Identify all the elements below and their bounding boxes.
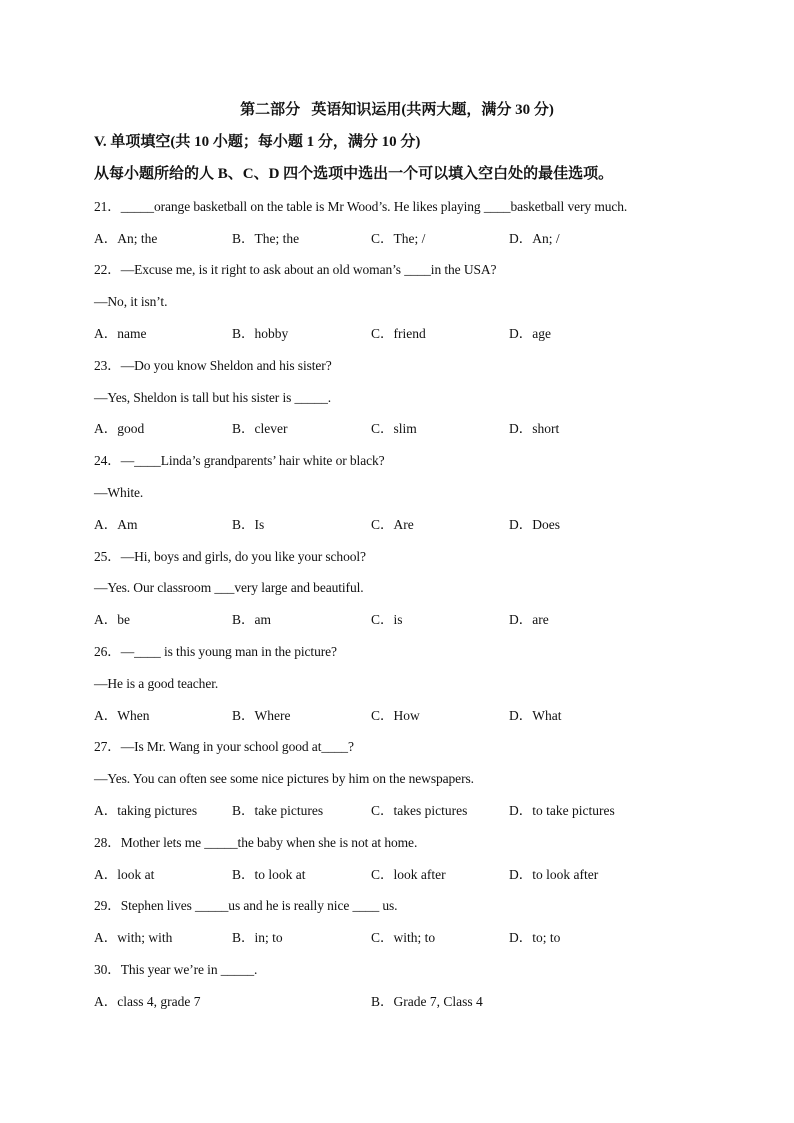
option-a[interactable]: A．name: [94, 326, 147, 341]
option-d[interactable]: D．An; /: [509, 231, 560, 246]
option-c[interactable]: C．Are: [371, 517, 414, 532]
question-24-text: 24．—____Linda’s grandparents’ hair white or black?: [94, 453, 385, 468]
option-c[interactable]: C．The; /: [371, 231, 426, 246]
option-a[interactable]: A．class 4, grade 7: [94, 994, 201, 1009]
option-d[interactable]: D．age: [509, 326, 551, 341]
question-24-options: [94, 516, 714, 534]
option-b[interactable]: B．Is: [232, 517, 265, 532]
question-27-response: —Yes. You can often see some nice pictures by him on the newspapers.: [94, 771, 474, 786]
question-28-text: 28．Mother lets me _____the baby when she is not at home.: [94, 835, 418, 850]
section-title: V. 单项填空(共 10 小题；每小题 1 分，满分 10 分): [94, 134, 421, 150]
question-25-options: [94, 611, 714, 629]
option-d[interactable]: D．to take pictures: [509, 803, 615, 818]
part-title: 第二部分 英语知识运用(共两大题，满分 30 分): [240, 102, 554, 118]
question-26-text: 26．—____ is this young man in the picture?: [94, 644, 337, 659]
question-25-text: 25．—Hi, boys and girls, do you like your school?: [94, 549, 366, 564]
option-b[interactable]: B．in; to: [232, 930, 283, 945]
option-b[interactable]: B．to look at: [232, 867, 306, 882]
question-23-text: 23．—Do you know Sheldon and his sister?: [94, 358, 332, 373]
option-b[interactable]: B．Grade 7, Class 4: [371, 994, 483, 1009]
question-27-options: [94, 802, 714, 820]
option-c[interactable]: C．friend: [371, 326, 426, 341]
option-b[interactable]: B．Where: [232, 708, 291, 723]
question-23-response: —Yes, Sheldon is tall but his sister is _____.: [94, 390, 332, 405]
question-25-response: —Yes. Our classroom ___very large and beautiful.: [94, 580, 364, 595]
option-d[interactable]: D．Does: [509, 517, 560, 532]
question-21-options: [94, 230, 714, 248]
question-22-options: [94, 325, 714, 343]
option-a[interactable]: A．When: [94, 708, 150, 723]
option-c[interactable]: C．slim: [371, 421, 417, 436]
question-23-options: [94, 420, 714, 438]
option-b[interactable]: B．hobby: [232, 326, 289, 341]
option-b[interactable]: B．am: [232, 612, 271, 627]
option-a[interactable]: A．good: [94, 421, 145, 436]
section-instruction: 从每小题所给的人 B、C、D 四个选项中选出一个可以填入空白处的最佳选项。: [94, 166, 614, 182]
option-a[interactable]: A．be: [94, 612, 130, 627]
option-c[interactable]: C．How: [371, 708, 420, 723]
question-22-text: 22．—Excuse me, is it right to ask about an old woman’s ____in the USA?: [94, 262, 497, 277]
option-d[interactable]: D．short: [509, 421, 560, 436]
option-b[interactable]: B．take pictures: [232, 803, 324, 818]
option-b[interactable]: B．The; the: [232, 231, 300, 246]
question-30-text: 30．This year we’re in _____.: [94, 962, 258, 977]
question-26-response: —He is a good teacher.: [94, 676, 219, 691]
question-22-response: —No, it isn’t.: [94, 294, 168, 309]
option-b[interactable]: B．clever: [232, 421, 288, 436]
option-d[interactable]: D．to look after: [509, 867, 599, 882]
question-27-text: 27．—Is Mr. Wang in your school good at____?: [94, 739, 354, 754]
question-30-options: [94, 993, 714, 1011]
option-d[interactable]: D．to; to: [509, 930, 561, 945]
option-a[interactable]: A．An; the: [94, 231, 158, 246]
option-a[interactable]: A．look at: [94, 867, 155, 882]
option-c[interactable]: C．with; to: [371, 930, 436, 945]
question-21-text: 21．_____orange basketball on the table is Mr Wood’s. He likes playing ____basketball very much.: [94, 199, 628, 214]
question-26-options: [94, 707, 714, 725]
option-a[interactable]: A．with; with: [94, 930, 173, 945]
option-c[interactable]: C．look after: [371, 867, 446, 882]
option-a[interactable]: A．Am: [94, 517, 138, 532]
question-28-options: [94, 866, 714, 884]
question-29-options: [94, 929, 714, 947]
option-c[interactable]: C．is: [371, 612, 403, 627]
option-d[interactable]: D．are: [509, 612, 549, 627]
question-29-text: 29．Stephen lives _____us and he is really nice ____ us.: [94, 898, 398, 913]
question-24-response: —White.: [94, 485, 144, 500]
option-d[interactable]: D．What: [509, 708, 562, 723]
option-c[interactable]: C．takes pictures: [371, 803, 468, 818]
option-a[interactable]: A．taking pictures: [94, 803, 198, 818]
